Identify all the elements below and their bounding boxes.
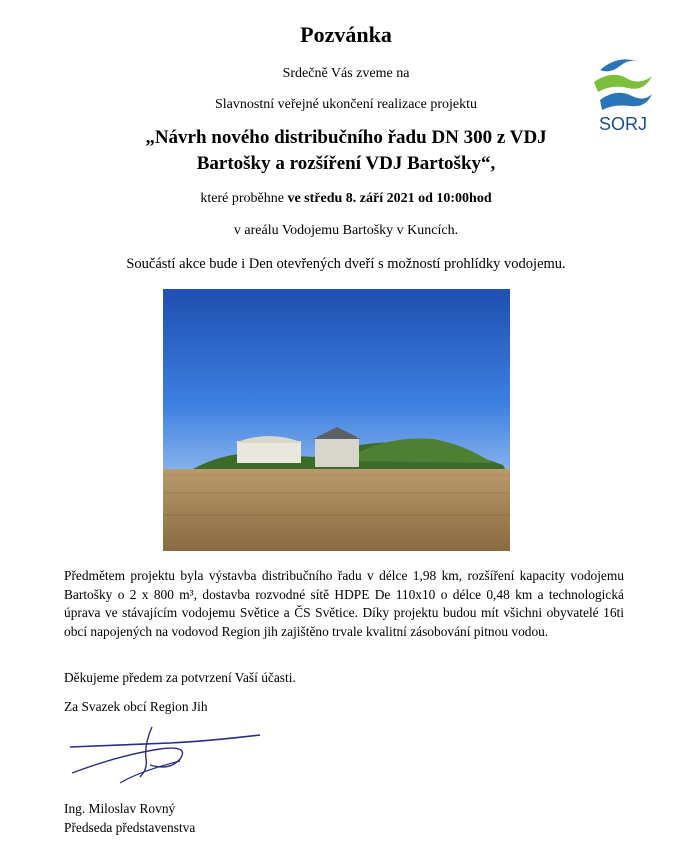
signatory-role: Předseda představenstva [64, 820, 196, 835]
signatory-name: Ing. Miloslav Rovný [64, 801, 176, 816]
invite-line: Srdečně Vás zveme na [282, 66, 410, 81]
organization-line: Za Svazek obcí Region Jih [64, 699, 208, 714]
water-reservoir-photo-icon [163, 289, 510, 551]
event-date: ve středu 8. září 2021 od 10:00hod [287, 191, 492, 206]
open-day-note: Součástí akce bude i Den otevřených dveří s možností prohlídky vodojemu. [126, 256, 566, 272]
sorj-logo-icon [590, 48, 656, 136]
project-title-line-2: Bartošky a rozšíření VDJ Bartošky“, [196, 153, 496, 174]
handwritten-signature [60, 725, 300, 795]
invitation-title: Pozvánka [300, 22, 392, 47]
thanks-note: Děkujeme předem za potvrzení Vaší účasti. [64, 670, 296, 685]
event-date-prefix: které proběhne [200, 191, 288, 206]
sorj-logo-text: SORJ [598, 114, 648, 134]
reservoir-photo [163, 289, 510, 551]
project-description: Předmětem projektu byla výstavba distribučního řadu v délce 1,98 km, rozšíření kapacity vodojemu Bartošky o 2 x 800 m³, dostavba rozvodné sítě HDPE De 110x10 o délce 0,48 km a technologická úprava ve stávajícím vodojemu Světice a ČS Světice. Díky projektu budou mít všichni obyvatelé 16ti obcí napojených na vodovod Region jih zajištěno trvale kvalitní zásobování pitnou vodou. [64, 568, 624, 639]
event-location: v areálu Vodojemu Bartošky v Kuncích. [233, 223, 459, 238]
signature-icon [60, 725, 300, 795]
event-date-line [0, 191, 692, 207]
project-title-line-1: „Návrh nového distribučního řadu DN 300 z VDJ [145, 127, 547, 148]
ceremony-line: Slavnostní veřejné ukončení realizace projektu [214, 97, 477, 112]
sorj-logo [590, 48, 656, 136]
